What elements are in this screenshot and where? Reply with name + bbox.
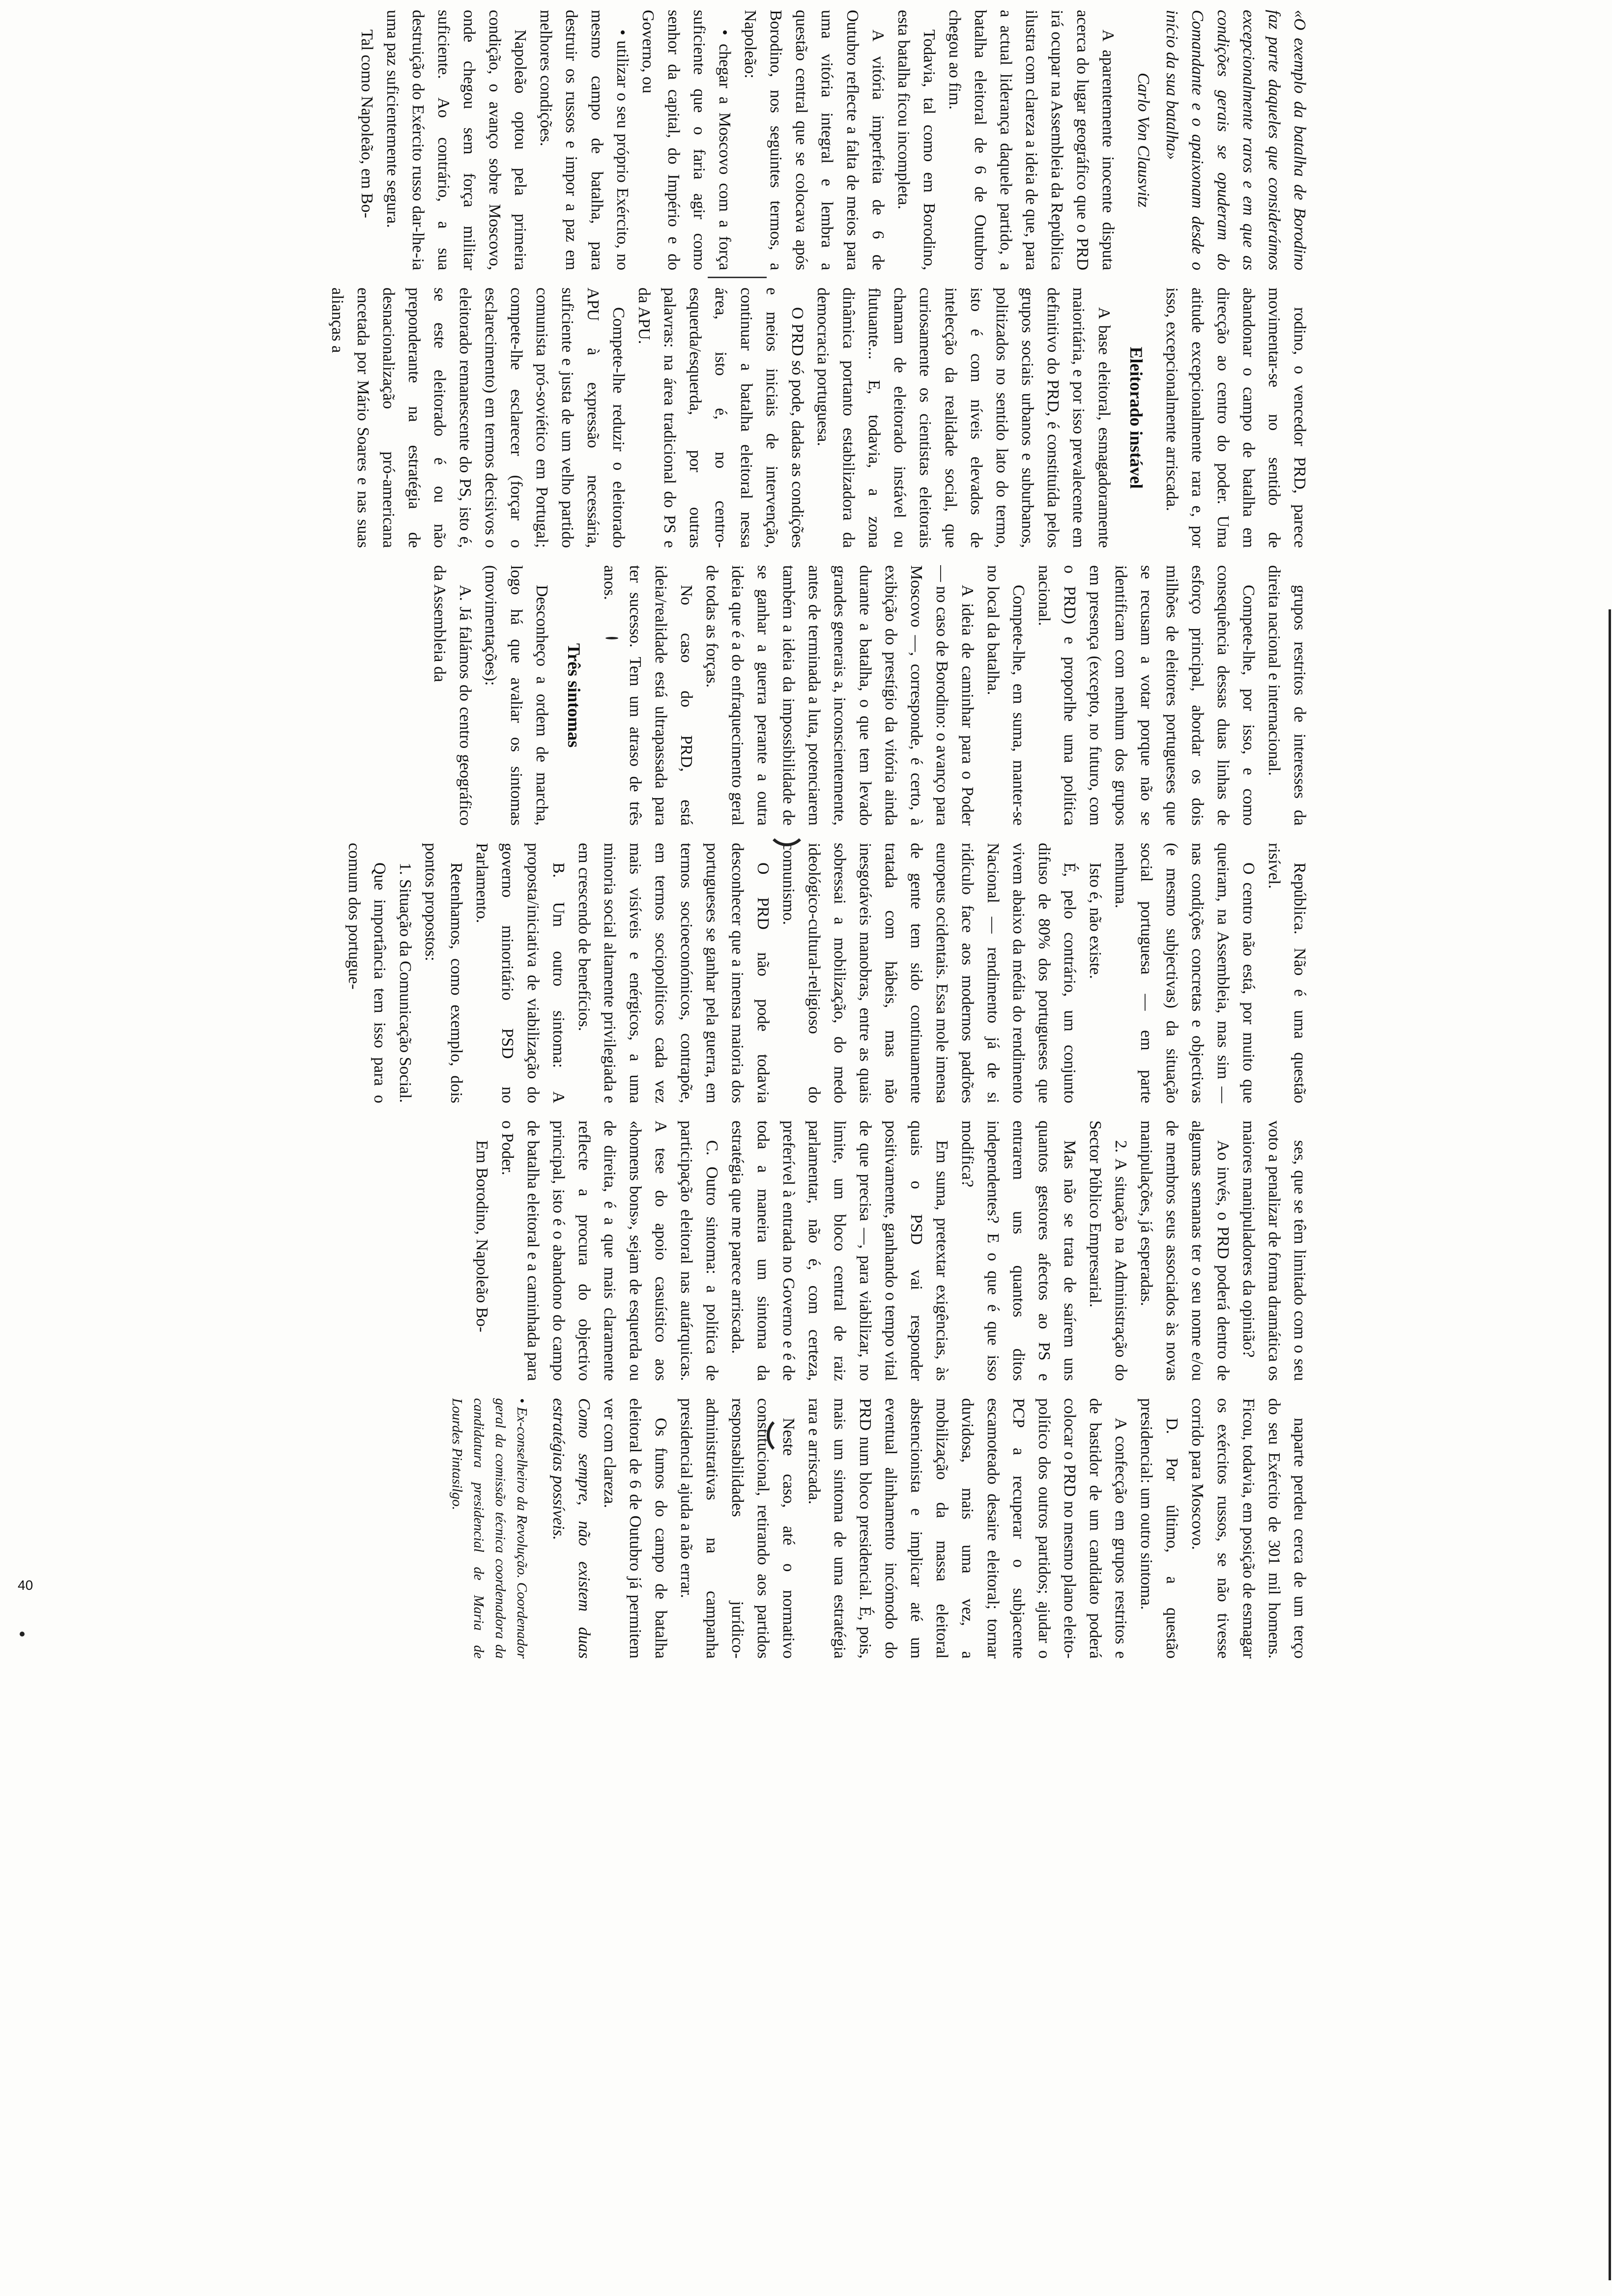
paragraph: República. Não é uma questão risível.	[1265, 843, 1309, 1103]
paragraph: Em Borodino, Napoleão Bo-	[473, 1140, 491, 1332]
paragraph: • chegar a Moscovo com a força suficiente que o faria agir como senhor da capital, do Império e do Governo, ou	[639, 10, 734, 270]
paragraph: Todavia, tal como em Borodino, esta batalha ficou incompleta.	[894, 10, 938, 270]
paragraph: naparte perdeu cerca de um terço do seu Exército de 301 mil homens. Ficou, todavia, em posição de esmagar os exércitos russos, se não tivesse corrido para Moscovo.	[1188, 1398, 1309, 1659]
section-heading: Três sintomas	[564, 643, 584, 748]
paragraph: Em suma, pretextar exigências, às quais o PSD vai responder positivamente, ganhando o tempo vital de que precisa —, para viabilizar, no limite, um bloco central de raiz parlamentar, não é, com certeza, preferível à entrada no Governo e é de toda a maneira um sintoma da estratégia que me parece arriscada.	[728, 1120, 951, 1381]
paragraph: • Ex-conselheiro da Revolução. Coordenador geral da comissão técnica coordenadora da candidatura presidencial de Maria de Lourdes Pintasilgo.	[449, 1398, 530, 1659]
paragraph: É, pelo contrário, um conjunto difuso de 80% dos portugueses que vivem abaixo da média do rendimento Nacional — rendimento já de si ridículo face aos modernos padrões europeus ocidentais. Essa mole imensa de gente tem sido continuamente tratada com hábeis, mas não inesgotáveis manobras, entre as quais sobressai a mobilização, do medo ideológico-cultural-religioso do comunismo.	[779, 843, 1079, 1103]
scan-speck	[605, 637, 618, 639]
paragraph: Desconheço a ordem de marcha, logo há que avaliar os sintomas (movimentações):	[482, 565, 551, 826]
paragraph: Isto é, não existe.	[1086, 862, 1104, 979]
paragraph: Os fumos do campo de batalha eleitoral de 6 de Outubro já permitem ver com clareza.	[601, 1398, 670, 1659]
paragraph: Napoleão optou pela primeira condição, o avanço sobre Moscovo, onde chegou sem força militar suficiente. Ao contrário, a sua destruição do Exército russo dar-lhe-ia uma paz suficientemente segura.	[383, 10, 529, 270]
scan-speck	[20, 1632, 25, 1636]
paragraph: O PRD não pode todavia desconhecer que a imensa maioria dos portugueses se ganhar pela guerra, em termos socioeconómicos, contrapõe, em termos sociopolíticos cada vez mais visíveis e enérgicos, a uma minoria social altamente privilegiada e em crescendo de benefícios.	[575, 843, 772, 1103]
paragraph: Compete-lhe reduzir o eleitorado APU à expressão necessária, suficiente e justa de um velho partido comunista pró-soviético em Portugal; compete-lhe esclarecer (forçar o esclarecimento) em termos decisivos o eleitorado remanescente do PS, isto é, se este eleitorado é ou não preponderante na estratégia de desnacionalização pró-americana encetada por Mário Soares e nas suas alianças a	[328, 287, 628, 548]
paragraph: Como sempre, não existem duas estratégias possíveis.	[549, 1398, 593, 1659]
article-column-5	[54, 1120, 1312, 1381]
paragraph: ses, que se têm limitado com o seu voto a penalizar de forma dramática os maiores manipuladores da opinião?	[1239, 1120, 1309, 1381]
paragraph: rodino, o vencedor PRD, parece movimentar-se no sentido de abandonar o campo de batalha em direcção ao centro do poder. Uma atitude excepcionalmente rara e, por isso, excepcionalmente arriscada.	[1163, 287, 1309, 548]
paragraph: • utilizar o seu próprio Exército, no mesmo campo de batalha, para destruir os russos e impor a paz em melhores condições.	[537, 10, 632, 270]
paragraph: A confecção em grupos restritos e de bastidor de um candidato poderá colocar o PRD no mesmo plano eleito-político dos outros partidos; ajudar o PCP a recuperar o subjacente escamoteado desaire eleitoral; tornar duvidosa, mais uma vez, a mobilização da massa eleitoral abstencionista e implicar até um eventual alinhamento incómodo do PRD num bloco presidencial. É, pois, mais um sintoma de uma estratégia rara e arriscada.	[805, 1398, 1130, 1659]
column-divider	[708, 277, 767, 278]
paragraph: 2. A situação na Administração do Sector Público Empresarial.	[1086, 1120, 1130, 1381]
paragraph: No caso do PRD, está ideia/realidade está ultrapassada para ter sucesso. Tem um atraso de três anos.	[601, 565, 695, 826]
paragraph: Que importância tem isso para o comum dos portugue-	[345, 843, 389, 1103]
article-column-3	[54, 565, 1312, 826]
paragraph: Mas não se trata de saírem uns quantos gestores afectos ao PS e entrarem uns quantos ditos independentes? E o que é que isso modifica?	[958, 1120, 1079, 1381]
page-number: 40	[18, 1578, 33, 1593]
article-column-6	[54, 1398, 1312, 1659]
article-column-4	[54, 843, 1312, 1103]
paragraph: A. Já falámos do centro geográfico da Assembleia da	[431, 565, 474, 826]
paragraph: Compete-lhe, em suma, manter-se no local da batalha.	[984, 565, 1028, 826]
article-column-1	[54, 10, 1312, 270]
paragraph: grupos restritos de interesses da direita nacional e internacional.	[1265, 565, 1309, 826]
paragraph: D. Por último, a questão presidencial: um outro sintoma.	[1137, 1398, 1181, 1659]
paragraph: A vitória imperfeita de 6 de Outubro reflecte a falta de meios para uma vitória integral e lembra a questão central que se colocava após Borodino, nos seguintes termos, a Napoleão:	[741, 10, 887, 270]
paragraph: Retenhamos, como exemplo, dois pontos propostos:	[422, 843, 465, 1103]
paragraph: «O exemplo da batalha de Borodino faz parte daqueles que considerámos excepcionalmente raros e em que as condições gerais se opuderam do Comandante e o apaixonam desde o início da sua batalha»	[1163, 10, 1309, 270]
paragraph: Ao invés, o PRD poderá dentro de algumas semanas ter o seu nome e/ou de membros seus associados às novas manipulações, já esperadas.	[1137, 1120, 1232, 1381]
paragraph: A base eleitoral, esmagadoramente maioritária, e por isso prevalecente em definitivo do PRD, é constituída pelos grupos sociais urbanos e suburbanos, politizados no sentido lato do termo, isto é com níveis elevados de intelecção da realidade social, que curiosamente os cientistas eleitorais chamam de eleitorado instável ou flutuante... E, todavia, a zona dinâmica portanto estabilizadora da democracia portuguesa.	[814, 287, 1113, 548]
paragraph: Compete-lhe, por isso, e como consequência dessas duas linhas de esforço principal, abordar os dois milhões de eleitores portugueses que se recusam a votar porque não se identificam com nenhum dos grupos em presença (excepto, no futuro, com o PRD) e proporlhe uma política nacional.	[1035, 565, 1258, 826]
paragraph: Neste caso, até o normativo constitucional, retirando aos partidos responsabilidades jurídico-administrativas na campanha presidencial ajuda a não errar.	[677, 1398, 798, 1659]
article-column-2	[54, 287, 1312, 548]
top-rule	[1609, 609, 1611, 2280]
paragraph: B. Um outro sintoma: A proposta/iniciativa de viabilização do governo minoritário PSD no Parlamento.	[473, 843, 568, 1103]
section-heading: Eleitorado instável	[1126, 346, 1146, 489]
paragraph: O centro não está, por muito que queiram, na Assembleia, mas sim — nas condições concretas e objectivas (e mesmo subjectivas) da situação social portuguesa — em parte nenhuma.	[1112, 843, 1258, 1103]
quote-attribution: Carlo Von Clausvitz	[1134, 73, 1152, 207]
paragraph: O PRD só pode, dadas as condições e meios iniciais de intervenção, continuar a batalha eleitoral nessa área, isto é, no centro-esquerda/esquerda, por outras palavras: na área tradicional do PS e da APU.	[635, 287, 806, 548]
paragraph: A aparentemente inocente disputa acerca do lugar geográfico que o PRD irá ocupar na Assembleia da República ilustra com clareza a ideia de que, para a actual liderança daquele partido, a batalha eleitoral de 6 de Outubro chegou ao fim.	[946, 10, 1117, 270]
paragraph: Tal como Napoleão, em Bo-	[358, 29, 376, 218]
paragraph: C. Outro sintoma: a política de participação eleitoral nas autárquicas. A tese do apoio casuístico aos «homens bons», sejam de esquerda ou de direita, é a que mais claramente reflecte a procura do objectivo principal, isto é o abandono do campo de batalha eleitoral e a caminhada para o Poder.	[498, 1120, 721, 1381]
paragraph: 1. Situação da Comunicação Social.	[396, 862, 414, 1103]
scan-mark-curve	[767, 806, 807, 846]
scan-mark-curve	[767, 1415, 807, 1456]
paragraph: A ideia de caminhar para o Poder — no caso de Borodino: o avanço para Moscovo —, corresponde, é certo, à exibição do prestígio da vitória ainda durante a batalha, o que tem levado grandes generais a, inconscientemente, antes de terminada a luta, potenciarem também a ideia da impossibilidade de se ganhar a guerra perante a outra ideia que é a do enfraquecimento geral de todas as forças.	[703, 565, 977, 826]
